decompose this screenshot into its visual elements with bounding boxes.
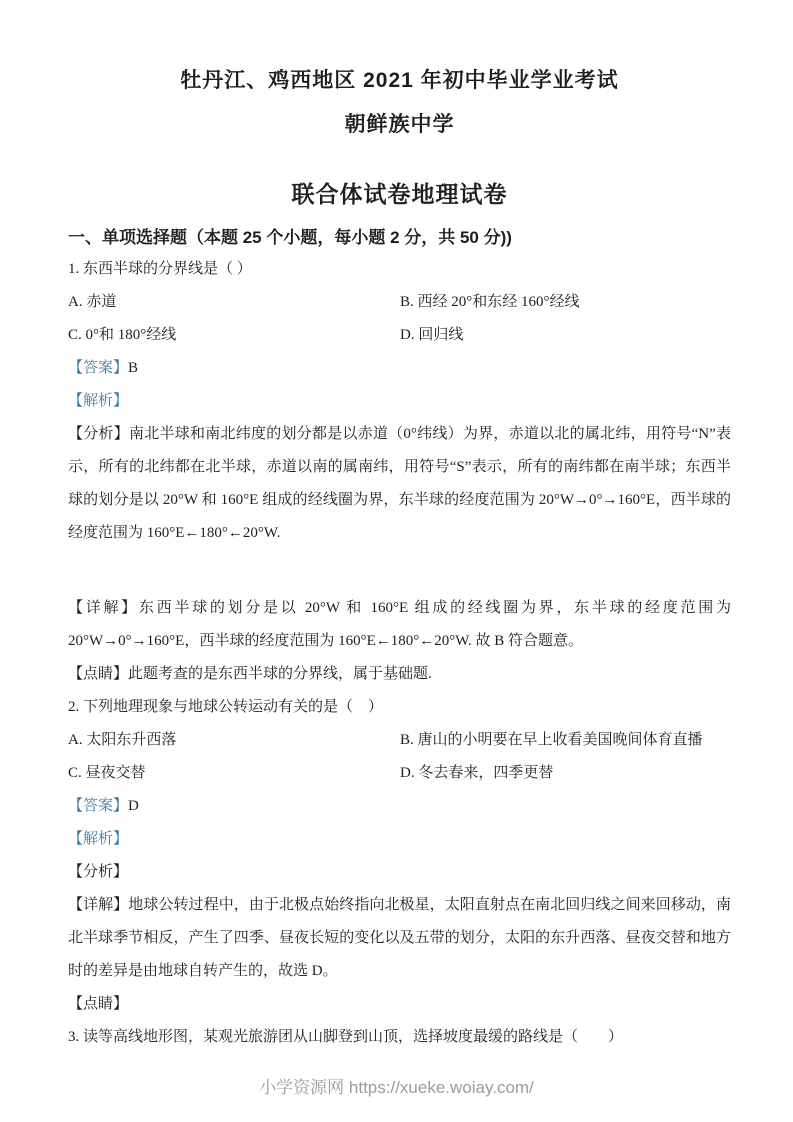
spacer — [68, 550, 731, 592]
question-1-option-c: C. 0°和 180°经线 — [68, 327, 177, 343]
jiexi-label: 【解析】 — [68, 831, 129, 847]
question-1-option-b: B. 西经 20°和东经 160°经线 — [400, 294, 580, 310]
footer-text: 小学资源网 https://xueke.woiay.com/ — [259, 1078, 534, 1097]
question-2-answer-value: D — [128, 798, 139, 814]
question-2-detail: 【详解】地球公转过程中，由于北极点始终指向北极星，太阳直射点在南北回归线之间来回移动，南北半球季节相反，产生了四季、昼夜长短的变化以及五带的划分，太阳的东升西落、昼夜交替和地方时的差异是由地球自转产生的，故选 D。 — [68, 897, 731, 979]
question-2-jiexi-row — [68, 823, 731, 856]
section-heading: 一、单项选择题（本题 25 个小题，每小题 2 分，共 50 分)) — [68, 228, 512, 247]
question-1-jiexi-row — [68, 385, 731, 418]
question-2-option-b: B. 唐山的小明要在早上收看美国晚间体育直播 — [400, 732, 703, 748]
exam-title-school: 朝鲜族中学 — [344, 113, 455, 136]
question-1-stem: 1. 东西半球的分界线是（ ） — [68, 261, 252, 277]
question-2-dianjing-row — [68, 988, 731, 1021]
question-1-detail: 【详解】东西半球的划分是以 20°W 和 160°E 组成的经线圈为界，东半球的经度范围为 20°W→0°→160°E，西半球的经度范围为 160°E←180°←20°W. 故 B 符合题意。 — [68, 600, 731, 649]
jiexi-label: 【解析】 — [68, 393, 129, 409]
question-1-options-row-1 — [68, 286, 731, 319]
watermark-footer — [0, 1073, 793, 1098]
question-1-tip: 【点睛】此题考查的是东西半球的分界线，属于基础题. — [68, 666, 432, 682]
dianjing-label: 【点睛】 — [68, 996, 129, 1012]
question-2-option-c: C. 昼夜交替 — [68, 765, 146, 781]
answer-label: 【答案】 — [68, 798, 129, 814]
question-2-fenxi-row — [68, 856, 731, 889]
question-2-options-row-1 — [68, 724, 731, 757]
answer-label: 【答案】 — [68, 360, 129, 376]
question-1-analysis: 【分析】南北半球和南北纬度的划分都是以赤道（0°纬线）为界，赤道以北的属北纬，用符号“N”表示，所有的北纬都在北半球，赤道以南的属南纬，用符号“S”表示，所有的南纬都在南半球；东西半球的划分是以 20°W 和 160°E 组成的经线圈为界，东半球的经度范围为 20°W→0°→160°E，西半球的经度范围为 160°E←180°←20°W. — [68, 426, 731, 541]
question-2-option-d: D. 冬去春来，四季更替 — [400, 765, 554, 781]
question-1-answer-row — [68, 352, 731, 385]
fenxi-label: 【分析】 — [68, 864, 129, 880]
question-1-answer-value: B — [128, 360, 139, 376]
paper-title: 联合体试卷地理试卷 — [291, 181, 508, 207]
question-1-option-a: A. 赤道 — [68, 294, 117, 310]
question-1-options-row-2 — [68, 319, 731, 352]
question-2-stem: 2. 下列地理现象与地球公转运动有关的是（ ） — [68, 699, 384, 715]
question-1-option-d: D. 回归线 — [400, 327, 464, 343]
question-2-options-row-2 — [68, 757, 731, 790]
exam-title-line1: 牡丹江、鸡西地区 2021 年初中毕业学业考试 — [180, 69, 619, 92]
question-3-stem: 3. 读等高线地形图，某观光旅游团从山脚登到山顶，选择坡度最缓的路线是（ ） — [68, 1029, 624, 1045]
question-2-answer-row — [68, 790, 731, 823]
question-2-option-a: A. 太阳东升西落 — [68, 732, 177, 748]
